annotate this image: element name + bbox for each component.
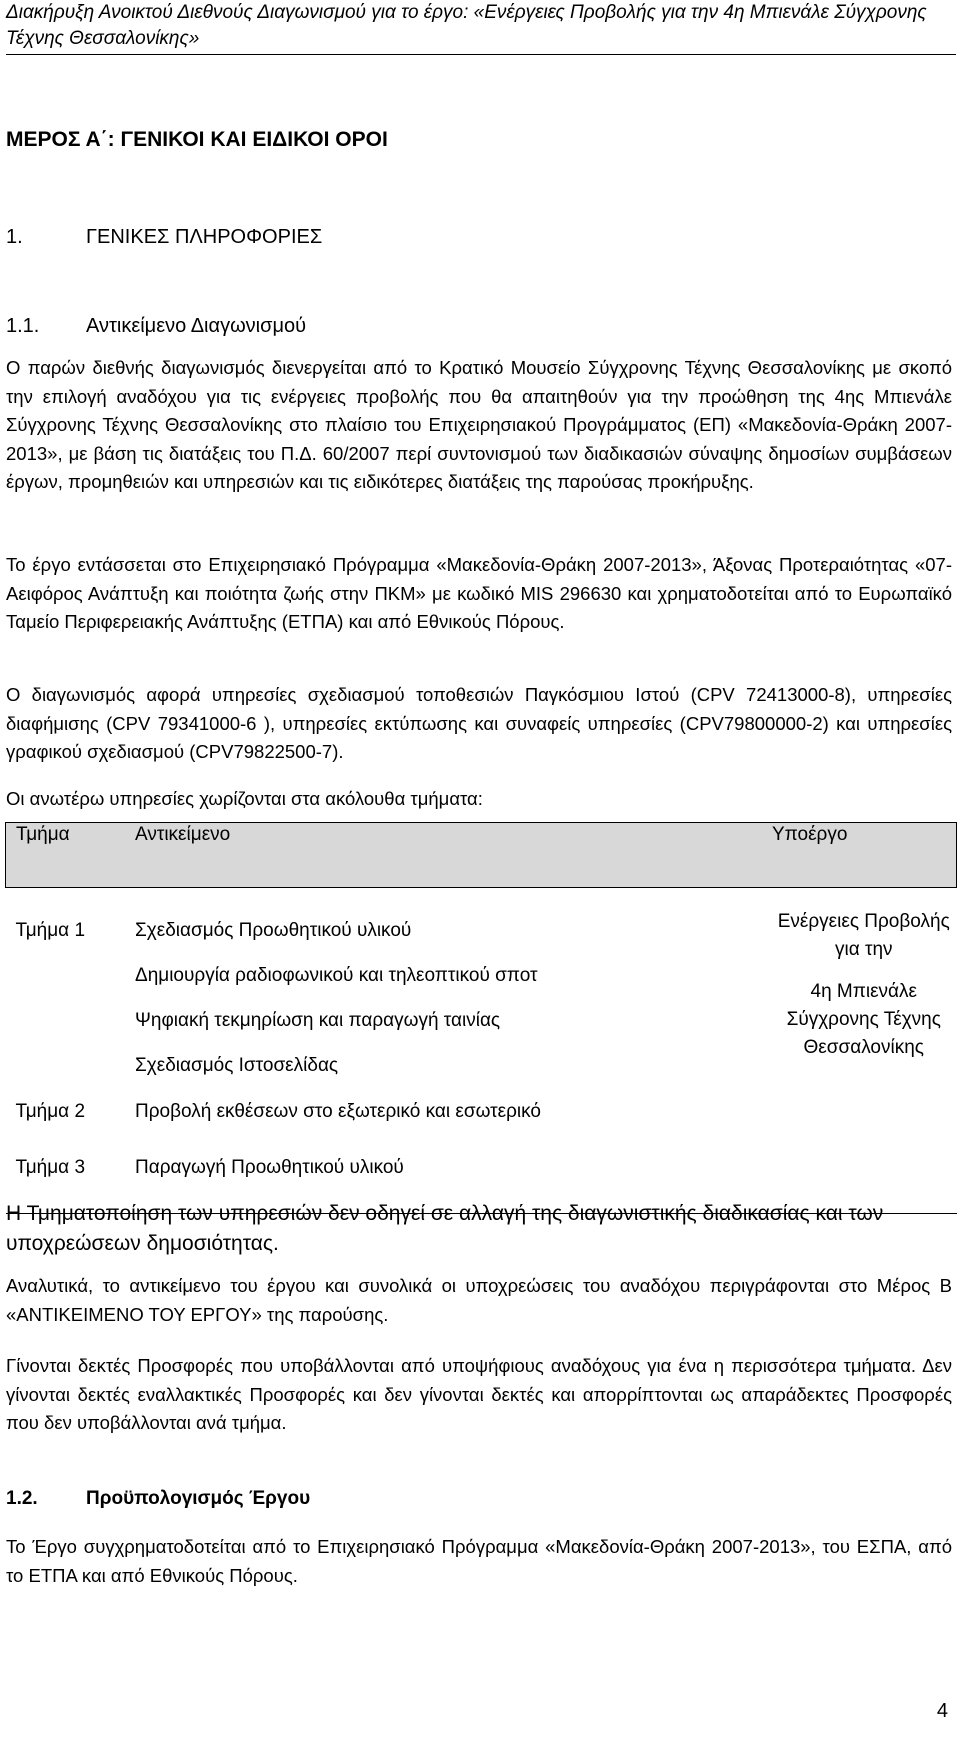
subproject-line-1: Ενέργειες Προβολής για την bbox=[777, 911, 950, 960]
subsection-number: 1.1. bbox=[6, 315, 40, 337]
table-row bbox=[6, 908, 957, 1089]
subproject-line-2: 4η Μπιενάλε Σύγχρονης Τέχνης Θεσσαλονίκης bbox=[786, 981, 941, 1058]
paragraph-funding: Το Έργο συγχρηματοδοτείται από το Επιχειρησιακό Πρόγραμμα «Μακεδονία-Θράκη 2007-2013», του ΕΣΠΑ, από το ΕΤΠΑ και από Εθνικούς Πόρους. bbox=[6, 1536, 952, 1586]
part-label: Τμήμα 2 bbox=[15, 1101, 86, 1122]
document-header: Διακήρυξη Ανοικτού Διεθνούς Διαγωνισμού για το έργο: «Ενέργειες Προβολής για την 4η Μπιενάλε Σύγχρονης Τέχνης Θεσσαλονίκης» bbox=[6, 0, 956, 55]
subsection-title: Αντικείμενο Διαγωνισμού bbox=[86, 315, 307, 337]
budget-title: Προϋπολογισμός Έργου bbox=[86, 1488, 311, 1509]
subproject-cell bbox=[766, 908, 957, 1191]
list-item: Σχεδιασμός Προωθητικού υλικού bbox=[135, 920, 412, 941]
paragraph-program: Το έργο εντάσσεται στο Επιχειρησιακό Πρόγραμμα «Μακεδονία-Θράκη 2007-2013», Άξονας Προτεραιότητας «07-Αειφόρος Ανάπτυξη και ποιότητα ζωής στην ΠΚΜ» με κωδικό MIS 296630 και χρηματοδοτείται από το Ευρωπαϊκό Ταμείο Περιφερειακής Ανάπτυξης (ΕΤΠΑ) και από Εθνικούς Πόρους. bbox=[6, 554, 952, 632]
section-title: ΓΕΝΙΚΕΣ ΠΛΗΡΟΦΟΡΙΕΣ bbox=[86, 226, 323, 248]
part-label: Τμήμα 3 bbox=[15, 1157, 86, 1178]
section-number: 1. bbox=[6, 226, 23, 248]
list-item: Ψηφιακή τεκμηρίωση και παραγωγή ταινίας bbox=[135, 1010, 501, 1031]
paragraph-details: Αναλυτικά, το αντικείμενο του έργου και συνολικά οι υποχρεώσεις του αναδόχου περιγράφονται στο Μέρος Β «ΑΝΤΙΚΕΙΜΕΝΟ ΤΟΥ ΕΡΓΟΥ» της παρούσης. bbox=[6, 1275, 952, 1325]
part-items bbox=[129, 908, 766, 1089]
header-subproject: Υποέργο bbox=[766, 823, 957, 888]
budget-heading bbox=[6, 1488, 952, 1510]
paragraph-offers: Γίνονται δεκτές Προσφορές που υποβάλλονται από υποψήφιους αναδόχους για ένα η περισσότερα τμήματα. Δεν γίνονται δεκτές εναλλακτικές Προσφορές και δεν γίνονται δεκτές και απορρίπτονται ως απαράδεκτες Προσφορές που δεν υποβάλλονται ανά τμήμα. bbox=[6, 1355, 952, 1433]
paragraph-services: Ο διαγωνισμός αφορά υπηρεσίες σχεδιασμού τοποθεσιών Παγκόσμιου Ιστού (CPV 72413000-8), υπηρεσίες διαφήμισης (CPV 79341000-6 ), υπηρεσίες εκτύπωσης και συναφείς υπηρεσίες (CPV79800000-2) και υπηρεσίες γραφικού σχεδιασμού (CPV79822500-7). bbox=[6, 684, 952, 762]
subsection-heading bbox=[6, 315, 952, 338]
list-item: Προβολή εκθέσεων στο εξωτερικό και εσωτερικό bbox=[135, 1101, 541, 1122]
list-item: Σχεδιασμός Ιστοσελίδας bbox=[135, 1055, 339, 1076]
paragraph-parts-intro: Οι ανωτέρω υπηρεσίες χωρίζονται στα ακόλουθα τμήματα: bbox=[6, 788, 483, 809]
part-title: ΜΕΡΟΣ Α΄: ΓΕΝΙΚΟΙ ΚΑΙ ΕΙΔΙΚΟΙ ΟΡΟΙ bbox=[6, 128, 388, 151]
section-heading bbox=[6, 226, 952, 249]
list-item: Παραγωγή Προωθητικού υλικού bbox=[135, 1157, 404, 1178]
header-part: Τμήμα bbox=[6, 823, 130, 888]
list-item: Δημιουργία ραδιοφωνικού και τηλεοπτικού σποτ bbox=[135, 965, 538, 986]
paragraph-purpose: Ο παρών διεθνής διαγωνισμός διενεργείται από το Κρατικό Μουσείο Σύγχρονης Τέχνης Θεσσαλονίκης με σκοπό την επιλογή αναδόχου για τις ενέργειες προβολής που θα απαιτηθούν για την προώθηση της 4ης Μπιενάλε Σύγχρονης Τέχνης Θεσσαλονίκης στο πλαίσιο του Επιχειρησιακού Προγράμματος (ΕΠ) «Μακεδονία-Θράκη 2007-2013», με βάση τις διατάξεις του Π.Δ. 60/2007 περί συντονισμού των διαδικασιών σύναψης δημοσίων συμβάσεων έργων, προμηθειών και υπηρεσιών και τις ειδικότερες διατάξεις της παρούσας προκήρυξης. bbox=[6, 357, 952, 492]
page-number: 4 bbox=[936, 1700, 948, 1722]
header-object: Αντικείμενο bbox=[129, 823, 766, 888]
table-header-row bbox=[6, 823, 957, 888]
segmentation-note: Η Τμηματοποίηση των υπηρεσιών δεν οδηγεί σε αλλαγή της διαγωνιστικής διαδικασίας και των υποχρεώσεων δημοσιότητας. bbox=[6, 1202, 884, 1255]
parts-table bbox=[5, 822, 957, 1214]
budget-number: 1.2. bbox=[6, 1488, 38, 1509]
part-label: Τμήμα 1 bbox=[15, 920, 86, 941]
